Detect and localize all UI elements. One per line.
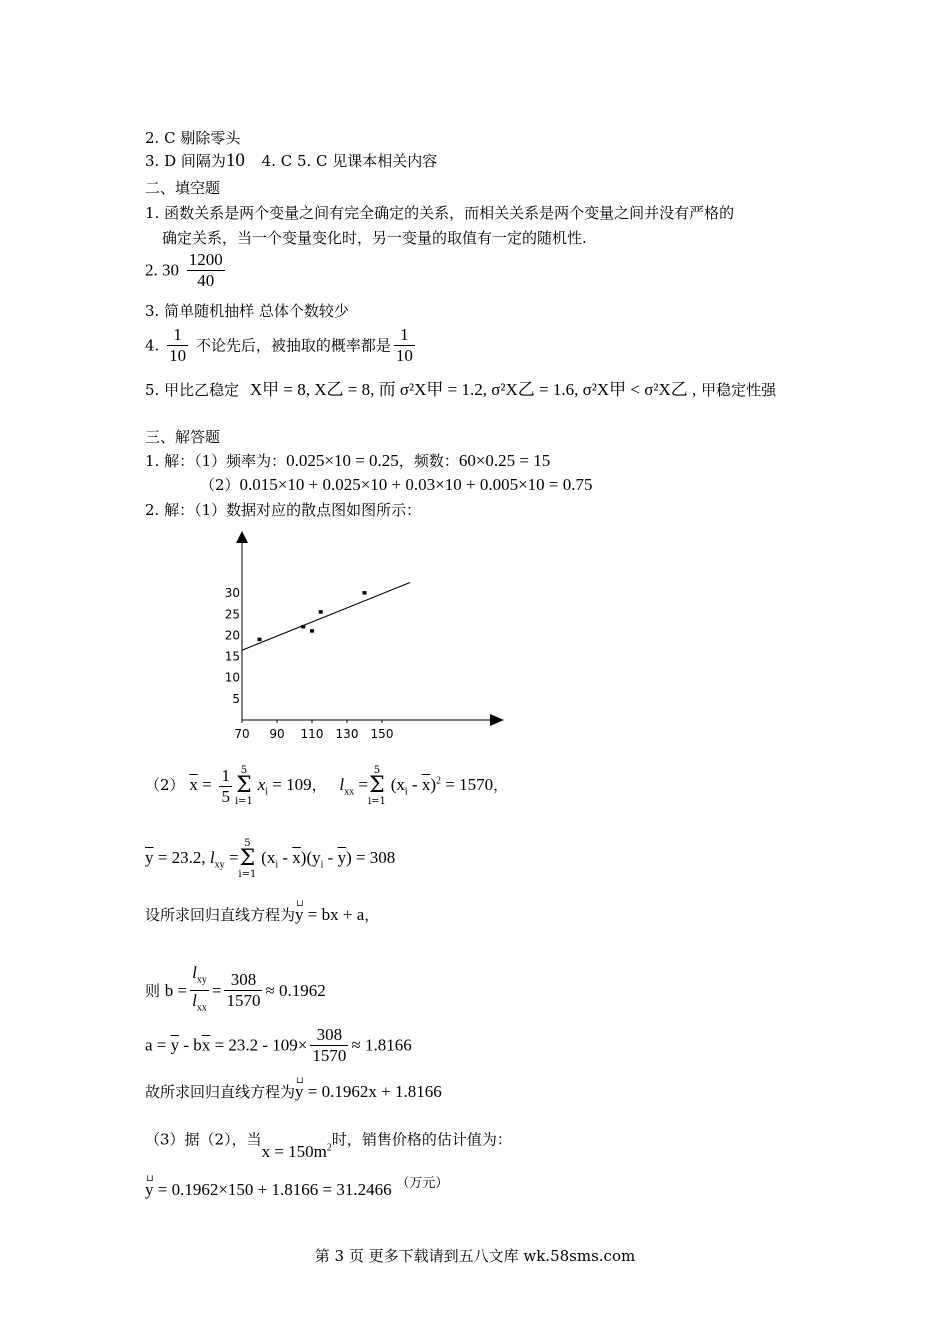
scatter-plot	[215, 525, 515, 745]
estimate-result: ⊔ y = 0.1962×150 + 1.8166 = 31.2466 （万元）	[145, 1180, 448, 1202]
solution-1-part-1: 1. 解：（1）频率为：0.025×10 = 0.25，频数：60×0.25 = 15	[145, 451, 551, 470]
x-tick-label: 130	[335, 727, 359, 741]
fill-2-fraction: $\frac{1200}{40}$	[188, 250, 223, 290]
fill-4-fraction-a: $\frac{1}{10}$	[169, 325, 187, 365]
y-tick-label: 25	[224, 607, 240, 622]
y-tick-label: 15	[224, 649, 240, 664]
solution-2-intro: 2. 解：（1）数据对应的散点图如图所示：	[145, 501, 422, 519]
x-tick-label: 90	[269, 727, 285, 741]
x-axis-arrow	[490, 714, 504, 726]
y-tick-label: 5	[232, 691, 240, 706]
page-footer: 第 3 页 更多下载请到五八文库 wk.58sms.com	[314, 1247, 636, 1265]
solution-1-part-2: （2）0.015×10 + 0.025×10 + 0.03×10 + 0.005×10 = 0.75	[200, 475, 593, 494]
answer-line-3	[145, 151, 437, 171]
solution-2-part-2-line-1: （2） $\overline{x}$ = $\frac{1}{5}$ 5 Σ i=1 $x_i = 109$， $l_{xx} =5$ Σ i=1 $(x_i - \overline{x})^2 = 1570$，	[145, 765, 509, 807]
x-tick-label: 110	[300, 727, 324, 741]
answer-3-value: 10	[225, 150, 245, 171]
fill-1-line-1: 1. 函数关系是两个变量之间有完全确定的关系，而相关关系是两个变量之间并没有严格的	[145, 204, 735, 222]
data-point	[301, 625, 305, 629]
fill-4-fraction-b: $\frac{1}{10}$	[395, 325, 413, 365]
solution-2-part-2-line-2: $\overline{y} = 23.2$, $l_{xy} =5$ Σ i=1 $(x_i - \overline{x})(y_i - \overline{y}) = 308$	[145, 838, 396, 880]
section-solutions: 三、解答题	[145, 428, 221, 446]
answer-3-label: 3. D 间隔为	[145, 152, 226, 170]
data-point	[258, 638, 262, 642]
estimate-intro: （3）据（2），当$x = 150m^2$时，销售价格的估计值为：	[145, 1130, 512, 1161]
x-tick-label: 70	[234, 727, 250, 741]
regression-result: 故所求回归直线方程为⊔ y = 0.1962x + 1.8166	[145, 1082, 442, 1102]
regression-setup: 设所求回归直线方程为⊔ y = bx + a，	[145, 905, 379, 925]
x-tick-label: 150	[370, 727, 394, 741]
y-tick-label: 20	[224, 628, 240, 643]
fill-3: 3. 简单随机抽样 总体个数较少	[145, 302, 349, 320]
data-point	[310, 629, 314, 633]
fill-1-line-2: 确定关系，当一个变量变化时，另一变量的取值有一定的随机性.	[162, 229, 587, 247]
data-point	[363, 591, 367, 595]
regression-line	[242, 583, 410, 651]
y-axis-arrow	[236, 531, 248, 543]
answer-4-5: 4. C 5. C 见课本相关内容	[261, 152, 438, 170]
answer-line-2: 2. C 剔除零头	[145, 129, 241, 147]
fill-5: 5. 甲比乙稳定 X甲 = 8, X乙 = 8, 而 σ²X甲 = 1.2, σ²X乙 = 1.6, σ²X甲 < σ²X乙 , 甲稳定性强	[145, 380, 777, 399]
coefficient-a: $a = \overline{y} - b\overline{x} = 23.2 - 109\times$ $\frac{308}{1570}$ ≈ 1.8166	[145, 1025, 412, 1065]
y-tick-label: 30	[224, 586, 240, 601]
fill-5-math: X甲 = 8, X乙 = 8, 而 σ²X甲 = 1.2, σ²X乙 = 1.6, σ²X甲 < σ²X乙 ,	[249, 380, 697, 399]
y-tick-label: 10	[224, 670, 240, 685]
fill-4: 4. $\frac{1}{10}$ 不论先后，被抽取的概率都是 $\frac{1}{10}$	[145, 325, 413, 365]
data-point	[319, 610, 323, 614]
coefficient-b: 则 b = $\frac{l_{xy}}{l_{xx}}$ = $\frac{308}{1570}$ ≈ 0.1962	[145, 963, 326, 1014]
section-fill-blank: 二、填空题	[145, 179, 221, 197]
fill-2: 2. 30 $\frac{1200}{40}$	[145, 250, 223, 290]
